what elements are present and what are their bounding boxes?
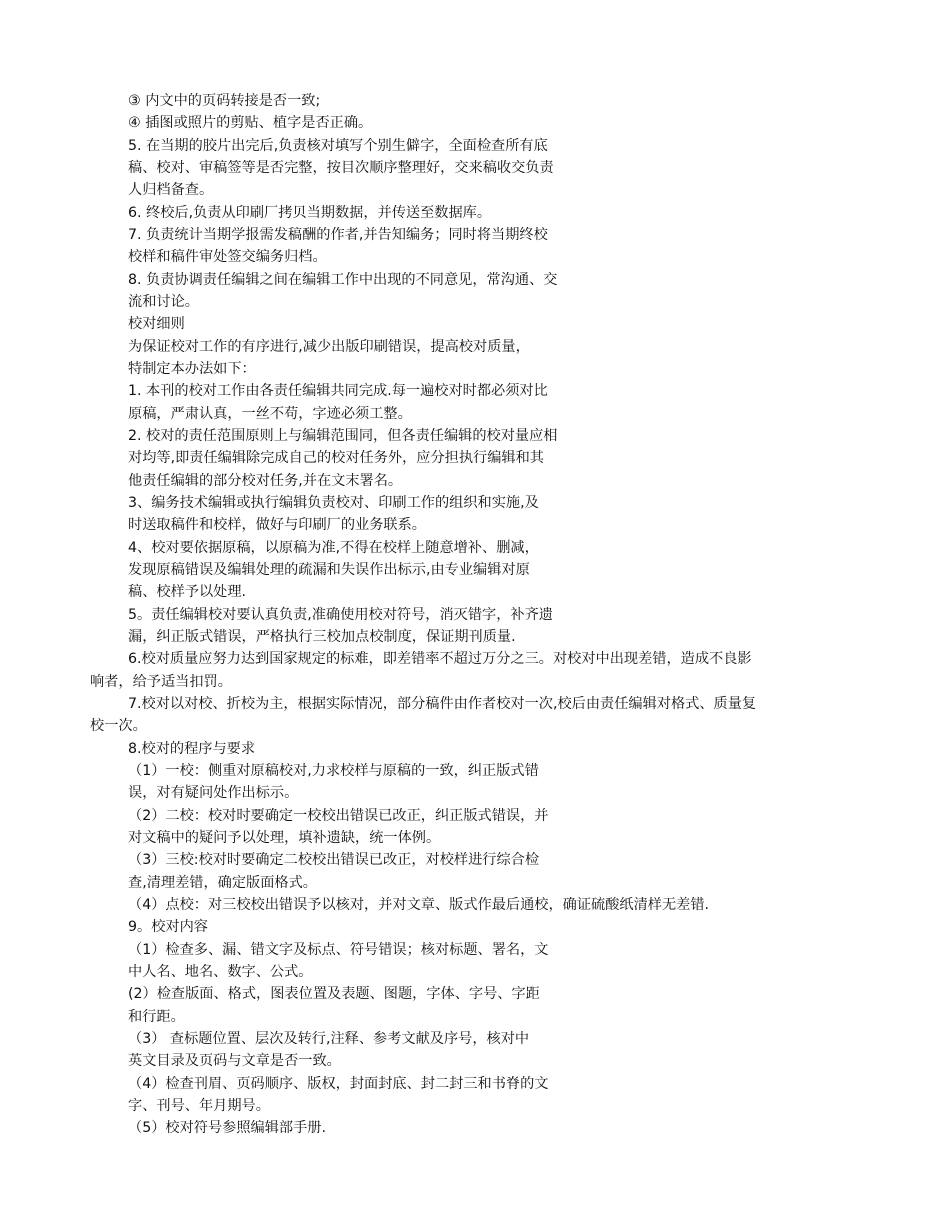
text-line: 对文稿中的疑问予以处理，填补遗缺，统一体例。 [128, 830, 441, 846]
text-line: 响者，给予适当扣罚。 [90, 674, 232, 690]
text-line: 4、校对要依据原稿，以原稿为准,不得在校样上随意增补、删减， [128, 540, 539, 556]
text-line: （1）一校：侧重对原稿校对,力求校样与原稿的一致，纠正版式错 [128, 763, 539, 779]
text-line: 7. 负责统计当期学报需发稿酬的作者,并告知编务；同时将当期终校 [128, 227, 548, 243]
text-line: 误，对有疑问处作出标示。 [128, 785, 299, 801]
text-line: （4）点校：对三校校出错误予以核对，并对文章、版式作最后通校，确证硫酸纸清样无差错. [128, 897, 710, 913]
text-line: 8.校对的程序与要求 [128, 741, 256, 757]
text-line: ③ 内文中的页码转接是否一致; [128, 93, 321, 109]
text-line: 校样和稿件审处签交编务归档。 [128, 249, 327, 265]
text-line: 6. 终校后,负责从印刷厂拷贝当期数据，并传送至数据库。 [128, 205, 492, 221]
text-line: 稿、校样予以处理. [128, 584, 247, 600]
text-line: （4）检查刊眉、页码顺序、版权，封面封底、封二封三和书脊的文 [128, 1076, 549, 1092]
text-line: 查,清理差错，确定版面格式。 [128, 875, 317, 891]
text-line: 流和讨论。 [128, 294, 199, 310]
text-line: （3）三校:校对时要确定二校校出错误已改正，对校样进行综合检 [128, 852, 540, 868]
text-line: 3、编务技术编辑或执行编辑负责校对、印刷工作的组织和实施,及 [128, 495, 539, 511]
text-line: （1）检查多、漏、错文字及标点、符号错误；核对标题、署名，文 [128, 942, 549, 958]
text-line: 对均等,即责任编辑除完成自己的校对任务外，应分担执行编辑和其 [128, 450, 544, 466]
text-line: 字、刊号、年月期号。 [128, 1098, 270, 1114]
text-line: 漏，纠正版式错误，严格执行三校加点校制度，保证期刊质量. [128, 629, 516, 645]
text-line: 9。校对内容 [128, 919, 208, 935]
text-line: 1. 本刊的校对工作由各责任编辑共同完成.每一遍校对时都必须对比 [128, 383, 548, 399]
text-line: 为保证校对工作的有序进行,减少出版印刷错误，提高校对质量， [128, 339, 530, 355]
text-line: 校一次。 [90, 718, 147, 734]
section-title: 校对细则 [128, 316, 185, 332]
text-line: 英文目录及页码与文章是否一致。 [128, 1053, 341, 1069]
text-line: （3） 查标题位置、层次及转行,注释、参考文献及序号，核对中 [128, 1031, 530, 1047]
text-line: 2. 校对的责任范围原则上与编辑范围同，但各责任编辑的校对量应相 [128, 428, 558, 444]
text-line: 稿、校对、审稿签等是否完整，按目次顺序整理好，交来稿收交负责 [128, 160, 554, 176]
text-line: 5. 在当期的胶片出完后,负责核对填写个别生僻字，全面检查所有底 [128, 138, 548, 154]
text-line: 6.校对质量应努力达到国家规定的标难，即差错率不超过万分之三。对校对中出现差错，造成不良影 [128, 651, 752, 667]
text-line: 时送取稿件和校样，做好与印刷厂的业务联系。 [128, 517, 426, 533]
text-line: （5）校对符号参照编辑部手册. [128, 1120, 326, 1136]
text-line: 人归档备查。 [128, 182, 214, 198]
text-line: 他责任编辑的部分校对任务,并在文末署名。 [128, 473, 403, 489]
text-line: （2）二校：校对时要确定一校校出错误已改正，纠正版式错误，并 [128, 808, 549, 824]
text-line: 7.校对以对校、折校为主，根据实际情况，部分稿件由作者校对一次,校后由责任编辑对格式、质量复 [128, 696, 757, 712]
text-line: 5。责任编辑校对要认真负责,准确使用校对符号，消灭错字，补齐遗 [128, 607, 553, 623]
text-line: ④ 插图或照片的剪贴、植字是否正确。 [128, 115, 373, 131]
text-line: 和行距。 [128, 1009, 185, 1025]
text-line: 原稿，严肃认真，一丝不苟，字迹必须工整。 [128, 406, 412, 422]
text-line: 8. 负责协调责任编辑之间在编辑工作中出现的不同意见，常沟通、交 [128, 272, 558, 288]
text-line: 发现原稿错误及编辑处理的疏漏和失误作出标示,由专业编辑对原 [128, 562, 530, 578]
text-line: (2）检查版面、格式，图表位置及表题、图题，字体、字号、字距 [128, 986, 540, 1002]
text-line: 特制定本办法如下： [128, 361, 256, 377]
text-line: 中人名、地名、数字、公式。 [128, 964, 313, 980]
